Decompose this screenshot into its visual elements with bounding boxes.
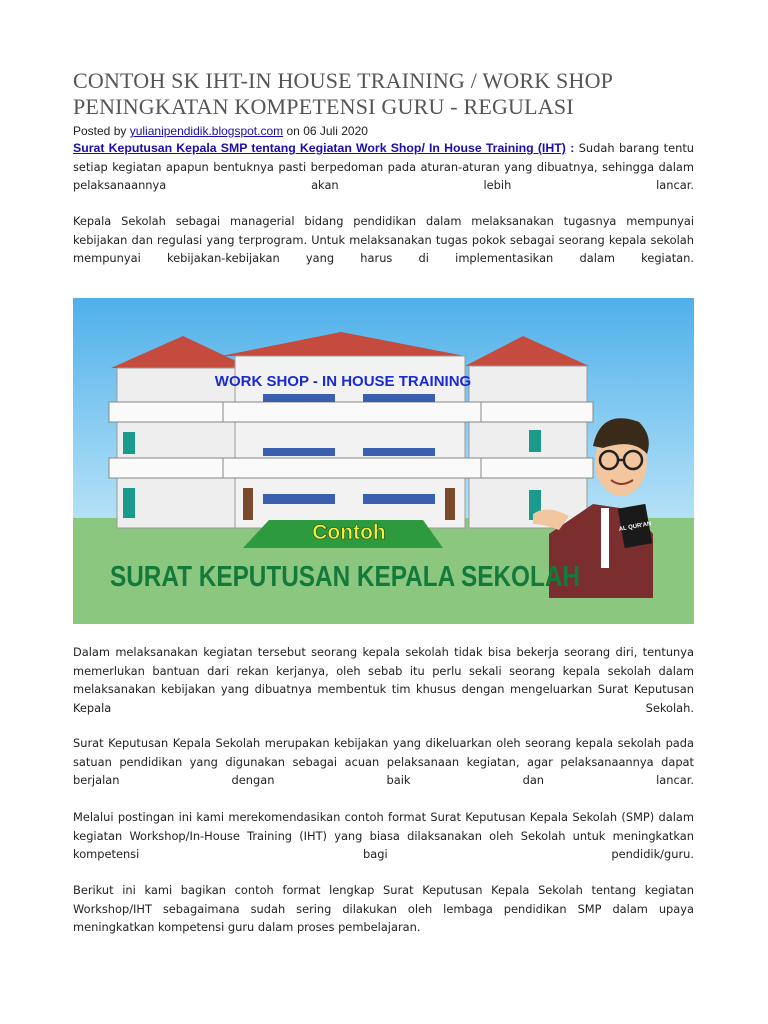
school-building-illustration (109, 332, 593, 548)
paragraph-sharing: Berikut ini kami bagikan contoh format lengkap Surat Keputusan Kepala Sekolah tentang kegiatan Workshop/IHT sebagaimana sudah sering dilakukan oleh lembaga pendidikan SMP dalam upaya meningkatkan kompetensi guru dalam proses pembelajaran. (73, 883, 694, 934)
hero-caption-text: SURAT KEPUTUSAN KEPALA SEKOLAH (110, 561, 580, 593)
hero-contoh-text: Contoh (312, 521, 386, 544)
author-link[interactable]: yulianipendidik.blogspot.com (129, 124, 284, 138)
paragraph-team: Dalam melaksanakan kegiatan tersebut seorang kepala sekolah tidak bisa bekerja seorang diri, tentunya memerlukan bantuan dari rekan kerjanya, oleh sebab itu perlu sekali seorang kepala sekolah dalam melaksanakan kebijakan yang dibuatnya membentuk tim khusus dengan mengeluarkan Surat Keputusan Kepala Sekolah. (73, 645, 694, 715)
hero-image (73, 298, 694, 624)
paragraph-managerial: Kepala Sekolah sebagai managerial bidang pendidikan dalam melaksanakan tugasnya mempunyai kebijakan dan regulasi yang terprogram. Untuk melaksanakan tugas pokok sebagai seorang kepala sekolah mempunyai kebijakan-kebijakan yang harus di implementasikan dalam kegiatan. (73, 214, 694, 265)
intro-colon: : (570, 141, 575, 155)
intro-link[interactable]: Surat Keputusan Kepala SMP tentang Kegiatan Work Shop/ In House Training (IHT) (73, 141, 566, 155)
paragraph-definition: Surat Keputusan Kepala Sekolah merupakan kebijakan yang dikeluarkan oleh seorang kepala sekolah pada satuan pendidikan yang digunakan sebagai acuan pelaksanaan kegiatan, agar pelaksanaannya dapat berjalan dengan baik dan lancar. (73, 736, 694, 787)
date-prefix: on (286, 124, 300, 138)
post-title: CONTOH SK IHT-IN HOUSE TRAINING / WORK SHOP PENINGKATAN KOMPETENSI GURU - REGULASI (73, 68, 613, 119)
post-date: 06 Juli 2020 (303, 124, 368, 138)
book-label: AL QUR'AN (618, 521, 652, 533)
posted-by-label: Posted by (73, 124, 127, 138)
paragraph-recommendation: Melalui postingan ini kami merekomendasikan contoh format Surat Keputusan Kepala Sekolah (SMP) dalam kegiatan Workshop/In-House Training (IHT) yang biasa dilaksanakan oleh Sekolah untuk meningkatkan kompetensi bagi pendidik/guru. (73, 810, 694, 861)
intro-text: Sudah barang tentu setiap kegiatan apapun bentuknya pasti berpedoman pada aturan-aturan yang dibuatnya, sehingga dalam pelaksanaannya akan lebih lancar. (73, 141, 695, 192)
intro-paragraph (73, 139, 694, 195)
post-meta (73, 124, 368, 138)
hero-banner-text: WORK SHOP - IN HOUSE TRAINING (214, 373, 472, 390)
